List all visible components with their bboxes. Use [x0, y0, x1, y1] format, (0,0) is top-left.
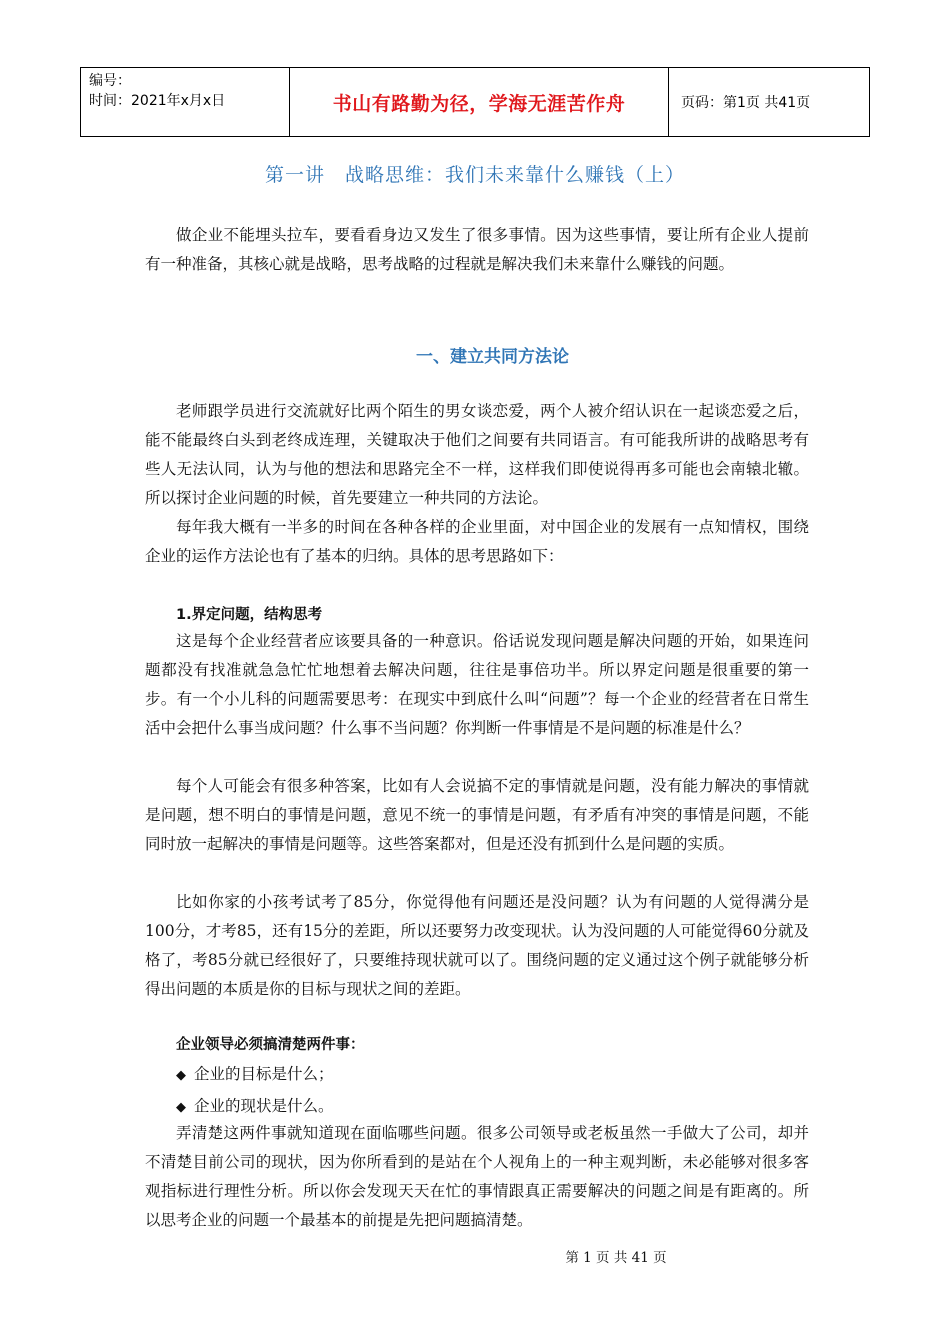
page-title: 第一讲 战略思维：我们未来靠什么赚钱（上） [264, 164, 685, 186]
date-label: 时间：2021年x月x日 [89, 93, 226, 109]
paragraph-1: 老师跟学员进行交流就好比两个陌生的男女谈恋爱，两个人被介绍认识在一起谈恋爱之后，能不能最终白头到老终成连理，关键取决于他们之间要有共同语言。有可能我所讲的战略思考有些人无法认同，认为与他的想法和思路完全不一样，这样我们即使说得再多可能也会南辕北辙。所以探讨企业问题的时候，首先要建立一种共同的方法论。 [145, 402, 809, 507]
header-table [80, 67, 870, 137]
paragraph-3: 这是每个企业经营者应该要具备的一种意识。俗话说发现问题是解决问题的开始，如果连问题都没有找准就急急忙忙地想着去解决问题，往往是事倍功半。所以界定问题是很重要的第一步。有一个小儿科的问题需要思考：在现实中到底什么叫“问题”？每一个企业的经营者在日常生活中会把什么事当成问题？什么事不当问题？你判断一件事情是不是问题的标准是什么？ [145, 632, 809, 737]
paragraph-5: 比如你家的小孩考试考了85分，你觉得他有问题还是没问题？认为有问题的人觉得满分是100分，才考85，还有15分的差距，所以还要努力改变现状。认为没问题的人可能觉得60分就及格了，考85分就已经很好了，只要维持现状就可以了。围绕问题的定义通过这个例子就能够分析得出问题的本质是你的目标与现状之间的差距。 [145, 893, 809, 998]
diamond-bullet-icon: ◆ [176, 1100, 186, 1115]
bullet-text: 企业的目标是什么； [194, 1065, 334, 1083]
page-footer: 第 1 页 共 41 页 [565, 1250, 667, 1266]
diamond-bullet-icon: ◆ [176, 1068, 186, 1083]
number-label: 编号： [89, 73, 131, 89]
bullet-item [176, 1062, 334, 1084]
header-meta-cell [81, 68, 290, 137]
bullet-text: 企业的现状是什么。 [194, 1097, 334, 1115]
subheading-2: 企业领导必须搞清楚两件事： [176, 1037, 365, 1053]
bullet-item [176, 1094, 334, 1116]
paragraph-6: 弄清楚这两件事就知道现在面临哪些问题。很多公司领导或老板虽然一手做大了公司，却并不清楚目前公司的现状，因为你所看到的是站在个人视角上的一种主观判断，未必能够对很多客观指标进行理性分析。所以你会发现天天在忙的事情跟真正需要解决的问题之间是有距离的。所以思考企业的问题一个最基本的前提是先把问题搞清楚。 [145, 1124, 809, 1229]
paragraph-4: 每个人可能会有很多种答案，比如有人会说搞不定的事情就是问题，没有能力解决的事情就是问题，想不明白的事情是问题，意见不统一的事情是问题，有矛盾有冲突的事情是问题，不能同时放一起解决的事情是问题等。这些答案都对，但是还没有抓到什么是问题的实质。 [145, 777, 809, 853]
paragraph-2: 每年我大概有一半多的时间在各种各样的企业里面，对中国企业的发展有一点知情权，围绕企业的运作方法论也有了基本的归纳。具体的思考思路如下： [145, 518, 809, 565]
intro-paragraph: 做企业不能埋头拉车，要看看身边又发生了很多事情。因为这些事情，要让所有企业人提前有一种准备，其核心就是战略，思考战略的过程就是解决我们未来靠什么赚钱的问题。 [145, 226, 809, 273]
page-info: 页码：第1页 共41页 [669, 68, 870, 137]
motto: 书山有路勤为径，学海无涯苦作舟 [290, 68, 669, 137]
section-heading: 一、建立共同方法论 [416, 347, 569, 367]
subheading-1: 1.界定问题，结构思考 [176, 607, 323, 623]
